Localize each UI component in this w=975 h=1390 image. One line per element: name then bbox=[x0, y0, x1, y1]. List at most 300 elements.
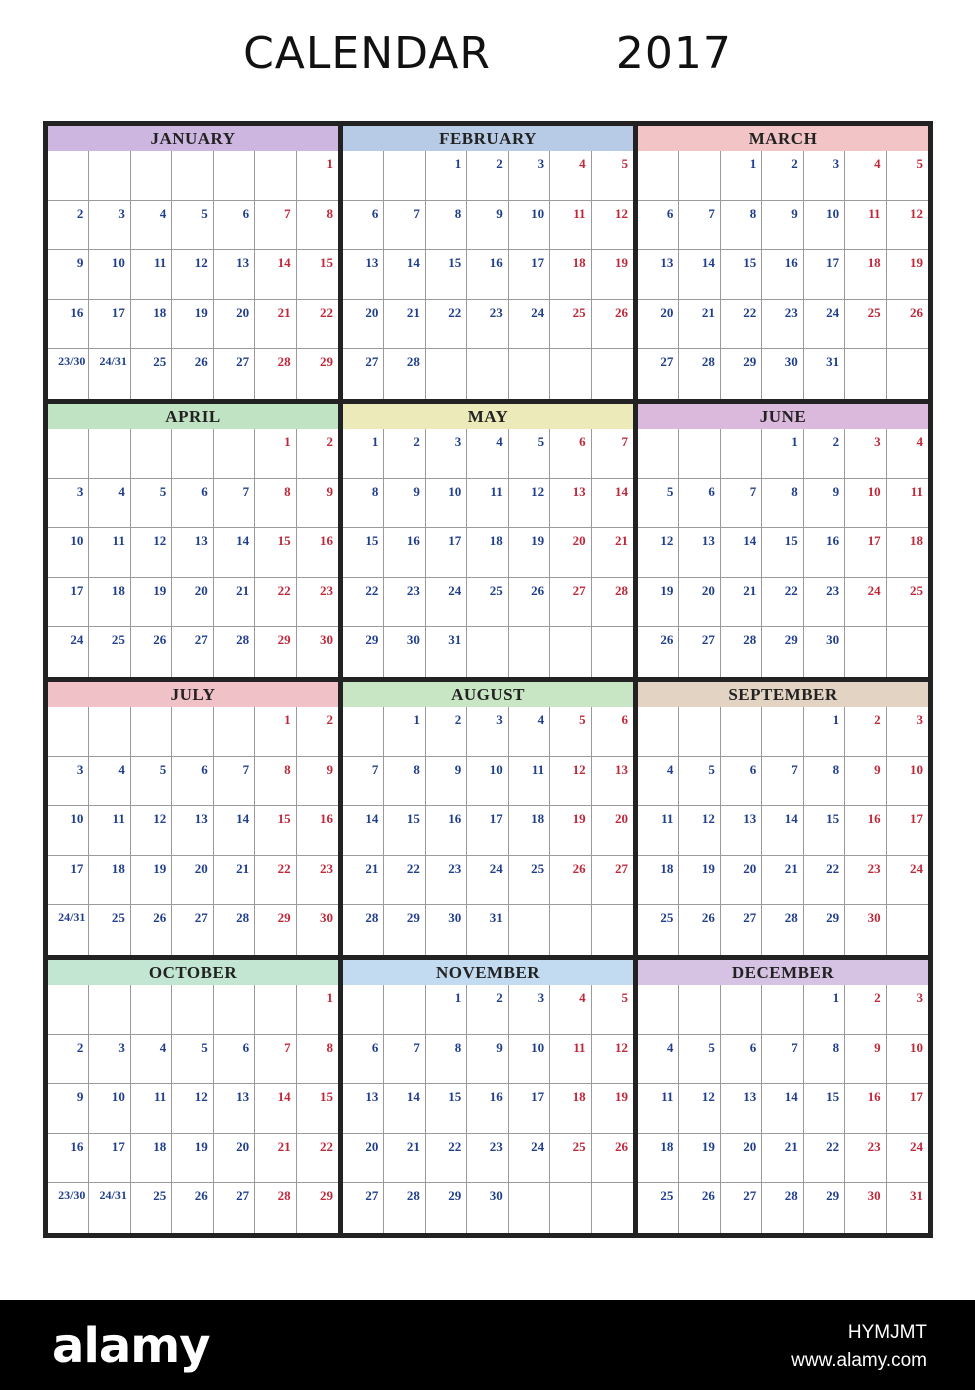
day-cell: 9 bbox=[48, 250, 89, 300]
day-cell: 4 bbox=[89, 757, 130, 807]
day-cell: 15 bbox=[426, 250, 467, 300]
day-cell: 1 bbox=[804, 985, 845, 1035]
day-cell: 9 bbox=[297, 757, 338, 807]
month-header: MARCH bbox=[638, 126, 928, 151]
day-cell: 21 bbox=[214, 578, 255, 628]
day-cell bbox=[638, 151, 679, 201]
day-cell bbox=[172, 151, 213, 201]
day-cell: 9 bbox=[762, 201, 803, 251]
day-cell: 17 bbox=[887, 1084, 928, 1134]
month-july bbox=[48, 682, 338, 955]
day-cell: 2 bbox=[845, 707, 886, 757]
day-cell: 16 bbox=[426, 806, 467, 856]
day-cell: 25 bbox=[509, 856, 550, 906]
day-cell: 9 bbox=[297, 479, 338, 529]
day-cell: 22 bbox=[297, 300, 338, 350]
day-cell: 5 bbox=[172, 201, 213, 251]
day-cell: 8 bbox=[255, 757, 296, 807]
day-cell bbox=[679, 985, 720, 1035]
day-cell: 2 bbox=[48, 1035, 89, 1085]
day-cell: 22 bbox=[343, 578, 384, 628]
day-cell: 29 bbox=[804, 1183, 845, 1233]
day-cell: 9 bbox=[426, 757, 467, 807]
day-cell: 8 bbox=[721, 201, 762, 251]
day-cell: 21 bbox=[255, 1134, 296, 1184]
day-cell: 26 bbox=[592, 1134, 633, 1184]
day-cell: 28 bbox=[255, 1183, 296, 1233]
day-cell: 14 bbox=[679, 250, 720, 300]
day-cell: 2 bbox=[48, 201, 89, 251]
day-cell: 3 bbox=[804, 151, 845, 201]
day-cell: 26 bbox=[887, 300, 928, 350]
day-cell: 31 bbox=[426, 627, 467, 677]
day-cell: 18 bbox=[638, 1134, 679, 1184]
day-cell: 26 bbox=[509, 578, 550, 628]
day-cell: 16 bbox=[804, 528, 845, 578]
day-cell: 22 bbox=[804, 1134, 845, 1184]
day-cell: 5 bbox=[592, 151, 633, 201]
day-cell: 8 bbox=[762, 479, 803, 529]
day-cell: 12 bbox=[131, 528, 172, 578]
day-cell: 28 bbox=[214, 905, 255, 955]
day-cell: 8 bbox=[804, 757, 845, 807]
day-cell bbox=[845, 627, 886, 677]
day-cell: 18 bbox=[509, 806, 550, 856]
day-cell bbox=[638, 985, 679, 1035]
day-cell: 30 bbox=[845, 905, 886, 955]
day-cell: 19 bbox=[592, 1084, 633, 1134]
day-cell bbox=[467, 349, 508, 399]
day-cell: 6 bbox=[679, 479, 720, 529]
day-cell: 8 bbox=[384, 757, 425, 807]
day-cell: 19 bbox=[131, 578, 172, 628]
day-cell: 11 bbox=[131, 250, 172, 300]
day-cell: 3 bbox=[887, 707, 928, 757]
day-cell bbox=[48, 707, 89, 757]
day-cell: 3 bbox=[48, 479, 89, 529]
day-cell: 17 bbox=[426, 528, 467, 578]
day-cell bbox=[679, 151, 720, 201]
day-cell: 15 bbox=[804, 806, 845, 856]
day-grid bbox=[638, 151, 928, 399]
day-cell: 1 bbox=[384, 707, 425, 757]
day-cell: 23 bbox=[804, 578, 845, 628]
day-cell: 14 bbox=[721, 528, 762, 578]
day-cell: 12 bbox=[509, 479, 550, 529]
day-cell bbox=[845, 349, 886, 399]
day-cell: 9 bbox=[845, 757, 886, 807]
day-cell: 20 bbox=[214, 300, 255, 350]
day-cell: 23/30 bbox=[48, 349, 89, 399]
day-cell: 20 bbox=[214, 1134, 255, 1184]
day-cell: 8 bbox=[426, 201, 467, 251]
day-cell: 7 bbox=[721, 479, 762, 529]
day-cell: 20 bbox=[638, 300, 679, 350]
day-cell: 23 bbox=[762, 300, 803, 350]
day-cell: 10 bbox=[48, 528, 89, 578]
day-cell: 10 bbox=[804, 201, 845, 251]
day-cell: 29 bbox=[319, 354, 333, 370]
day-cell bbox=[131, 151, 172, 201]
day-cell: 20 bbox=[550, 528, 591, 578]
day-cell: 17 bbox=[467, 806, 508, 856]
day-cell: 29 bbox=[255, 627, 296, 677]
month-june bbox=[638, 404, 928, 677]
day-cell: 9 bbox=[48, 1084, 89, 1134]
day-cell bbox=[89, 151, 130, 201]
day-cell: 7 bbox=[255, 201, 296, 251]
day-cell: 23/30 bbox=[48, 1183, 89, 1233]
day-cell: 30 bbox=[804, 627, 845, 677]
day-cell bbox=[679, 707, 720, 757]
day-cell: 19 bbox=[592, 250, 633, 300]
day-cell: 23 bbox=[297, 856, 338, 906]
day-cell: 3 bbox=[845, 429, 886, 479]
day-grid bbox=[343, 151, 633, 399]
day-cell: 7 bbox=[214, 757, 255, 807]
day-cell: 29 bbox=[319, 1188, 333, 1204]
day-cell: 1 bbox=[426, 151, 467, 201]
day-cell: 21 bbox=[721, 578, 762, 628]
day-cell: 30 bbox=[762, 349, 803, 399]
day-cell bbox=[89, 429, 130, 479]
month-march bbox=[638, 126, 928, 399]
day-cell bbox=[638, 429, 679, 479]
day-cell: 10 bbox=[845, 479, 886, 529]
day-cell: 5 bbox=[131, 757, 172, 807]
day-cell: 5 bbox=[679, 1035, 720, 1085]
day-cell: 21 bbox=[762, 856, 803, 906]
day-cell: 25 bbox=[845, 300, 886, 350]
day-cell: 11 bbox=[89, 806, 130, 856]
day-cell bbox=[550, 627, 591, 677]
day-cell: 14 bbox=[762, 1084, 803, 1134]
day-cell: 1 bbox=[426, 985, 467, 1035]
day-cell: 29 bbox=[255, 905, 296, 955]
day-grid bbox=[638, 985, 928, 1233]
day-cell: 31 bbox=[467, 905, 508, 955]
day-cell: 13 bbox=[214, 250, 255, 300]
day-cell: 3 bbox=[467, 707, 508, 757]
day-cell: 31 bbox=[909, 1188, 923, 1204]
day-cell: 21 bbox=[384, 300, 425, 350]
day-cell: 20 bbox=[592, 806, 633, 856]
month-september bbox=[638, 682, 928, 955]
day-grid bbox=[48, 429, 338, 677]
day-cell bbox=[721, 707, 762, 757]
month-december bbox=[638, 960, 928, 1233]
day-cell: 10 bbox=[89, 250, 130, 300]
day-cell: 9 bbox=[384, 479, 425, 529]
day-cell bbox=[89, 707, 130, 757]
day-cell bbox=[384, 151, 425, 201]
day-cell bbox=[592, 627, 633, 677]
day-grid bbox=[343, 429, 633, 677]
day-cell: 6 bbox=[214, 201, 255, 251]
day-cell bbox=[343, 985, 384, 1035]
day-cell: 29 bbox=[384, 905, 425, 955]
month-january bbox=[48, 126, 338, 399]
day-cell bbox=[509, 905, 550, 955]
day-cell: 9 bbox=[845, 1035, 886, 1085]
day-cell: 23 bbox=[845, 1134, 886, 1184]
day-cell: 13 bbox=[721, 806, 762, 856]
day-cell: 1 bbox=[297, 151, 338, 201]
day-cell: 4 bbox=[509, 707, 550, 757]
month-header: DECEMBER bbox=[638, 960, 928, 985]
day-cell: 22 bbox=[384, 856, 425, 906]
day-cell bbox=[343, 707, 384, 757]
day-cell: 7 bbox=[255, 1035, 296, 1085]
day-cell: 7 bbox=[214, 479, 255, 529]
day-cell: 14 bbox=[762, 806, 803, 856]
day-cell bbox=[172, 707, 213, 757]
day-cell: 2 bbox=[467, 985, 508, 1035]
day-cell: 15 bbox=[762, 528, 803, 578]
day-cell: 4 bbox=[550, 985, 591, 1035]
day-cell: 8 bbox=[804, 1035, 845, 1085]
day-cell: 24 bbox=[426, 578, 467, 628]
day-cell: 2 bbox=[467, 151, 508, 201]
day-cell bbox=[214, 707, 255, 757]
day-cell: 30 bbox=[319, 910, 333, 926]
month-may bbox=[343, 404, 633, 677]
day-cell: 23 bbox=[297, 578, 338, 628]
day-cell: 13 bbox=[172, 806, 213, 856]
day-cell: 29 bbox=[721, 349, 762, 399]
day-cell bbox=[384, 985, 425, 1035]
day-cell: 17 bbox=[804, 250, 845, 300]
day-cell: 16 bbox=[297, 528, 338, 578]
day-cell: 8 bbox=[297, 201, 338, 251]
month-header: MAY bbox=[343, 404, 633, 429]
day-cell: 13 bbox=[343, 250, 384, 300]
title-year: 2017 bbox=[615, 28, 732, 79]
day-cell: 28 bbox=[762, 905, 803, 955]
day-cell: 26 bbox=[131, 905, 172, 955]
day-cell: 13 bbox=[679, 528, 720, 578]
day-cell bbox=[762, 707, 803, 757]
day-cell: 3 bbox=[509, 985, 550, 1035]
day-cell: 11 bbox=[467, 479, 508, 529]
day-cell: 6 bbox=[550, 429, 591, 479]
day-cell: 22 bbox=[297, 1134, 338, 1184]
day-cell: 2 bbox=[297, 707, 338, 757]
day-cell: 15 bbox=[426, 1084, 467, 1134]
day-cell: 18 bbox=[467, 528, 508, 578]
day-cell: 13 bbox=[214, 1084, 255, 1134]
day-cell: 1 bbox=[804, 707, 845, 757]
day-cell: 4 bbox=[89, 479, 130, 529]
day-cell: 28 bbox=[762, 1183, 803, 1233]
day-cell bbox=[48, 429, 89, 479]
day-cell: 27 bbox=[679, 627, 720, 677]
day-cell: 29 bbox=[804, 905, 845, 955]
day-cell: 6 bbox=[343, 201, 384, 251]
day-cell bbox=[255, 151, 296, 201]
day-cell: 27 bbox=[721, 1183, 762, 1233]
day-cell: 27 bbox=[172, 627, 213, 677]
day-cell: 13 bbox=[172, 528, 213, 578]
day-cell: 28 bbox=[721, 627, 762, 677]
day-cell bbox=[592, 905, 633, 955]
day-cell bbox=[172, 985, 213, 1035]
day-cell: 12 bbox=[679, 806, 720, 856]
day-cell: 27 bbox=[172, 905, 213, 955]
day-cell: 4 bbox=[845, 151, 886, 201]
day-cell: 5 bbox=[509, 429, 550, 479]
day-cell: 21 bbox=[255, 300, 296, 350]
day-cell: 25 bbox=[89, 905, 130, 955]
site-url: www.alamy.com bbox=[791, 1350, 927, 1371]
day-grid bbox=[48, 707, 338, 955]
day-cell bbox=[550, 1183, 591, 1233]
day-cell bbox=[592, 1183, 633, 1233]
day-cell: 25 bbox=[638, 1183, 679, 1233]
day-cell: 6 bbox=[172, 757, 213, 807]
day-cell: 24 bbox=[48, 627, 89, 677]
day-cell: 6 bbox=[638, 201, 679, 251]
day-cell: 19 bbox=[509, 528, 550, 578]
day-cell: 2 bbox=[804, 429, 845, 479]
day-cell bbox=[887, 627, 928, 677]
day-cell: 21 bbox=[762, 1134, 803, 1184]
day-cell bbox=[509, 627, 550, 677]
month-header: OCTOBER bbox=[48, 960, 338, 985]
day-cell: 28 bbox=[343, 905, 384, 955]
day-cell: 6 bbox=[592, 707, 633, 757]
day-cell: 20 bbox=[172, 856, 213, 906]
month-february bbox=[343, 126, 633, 399]
brand-logo: alamy bbox=[52, 1318, 210, 1374]
day-cell: 2 bbox=[845, 985, 886, 1035]
day-cell: 25 bbox=[887, 578, 928, 628]
day-cell: 23 bbox=[384, 578, 425, 628]
day-cell: 20 bbox=[172, 578, 213, 628]
day-cell: 24 bbox=[509, 300, 550, 350]
day-cell: 15 bbox=[297, 1084, 338, 1134]
day-cell: 18 bbox=[131, 300, 172, 350]
day-cell: 11 bbox=[638, 1084, 679, 1134]
day-cell: 12 bbox=[592, 201, 633, 251]
month-header: JANUARY bbox=[48, 126, 338, 151]
day-cell bbox=[762, 985, 803, 1035]
month-october bbox=[48, 960, 338, 1233]
day-grid bbox=[343, 985, 633, 1233]
day-cell: 13 bbox=[721, 1084, 762, 1134]
day-cell: 21 bbox=[592, 528, 633, 578]
day-cell: 10 bbox=[887, 757, 928, 807]
day-cell bbox=[89, 985, 130, 1035]
day-cell: 28 bbox=[679, 349, 720, 399]
day-cell: 22 bbox=[804, 856, 845, 906]
day-cell: 16 bbox=[48, 1134, 89, 1184]
day-cell: 24 bbox=[804, 300, 845, 350]
day-cell: 7 bbox=[762, 757, 803, 807]
day-cell: 10 bbox=[887, 1035, 928, 1085]
day-cell: 27 bbox=[721, 905, 762, 955]
day-cell: 13 bbox=[638, 250, 679, 300]
day-cell: 27 bbox=[550, 578, 591, 628]
day-cell: 22 bbox=[426, 1134, 467, 1184]
day-cell: 15 bbox=[721, 250, 762, 300]
day-cell: 5 bbox=[131, 479, 172, 529]
day-cell: 15 bbox=[384, 806, 425, 856]
day-cell bbox=[592, 349, 633, 399]
day-cell: 27 bbox=[214, 1183, 255, 1233]
month-april bbox=[48, 404, 338, 677]
day-cell: 29 bbox=[426, 1183, 467, 1233]
day-cell: 20 bbox=[343, 300, 384, 350]
day-cell: 24 bbox=[509, 1134, 550, 1184]
day-cell: 5 bbox=[592, 985, 633, 1035]
day-cell: 26 bbox=[679, 1183, 720, 1233]
day-cell: 7 bbox=[343, 757, 384, 807]
day-cell: 28 bbox=[255, 349, 296, 399]
day-cell: 8 bbox=[255, 479, 296, 529]
day-cell: 22 bbox=[426, 300, 467, 350]
day-cell: 5 bbox=[679, 757, 720, 807]
day-cell: 5 bbox=[550, 707, 591, 757]
day-cell: 12 bbox=[679, 1084, 720, 1134]
day-cell: 10 bbox=[89, 1084, 130, 1134]
month-header: SEPTEMBER bbox=[638, 682, 928, 707]
day-cell: 6 bbox=[721, 1035, 762, 1085]
day-cell: 12 bbox=[172, 1084, 213, 1134]
day-cell: 24 bbox=[467, 856, 508, 906]
day-cell: 23 bbox=[467, 1134, 508, 1184]
day-cell: 23 bbox=[467, 300, 508, 350]
day-cell: 26 bbox=[638, 627, 679, 677]
day-cell: 20 bbox=[679, 578, 720, 628]
day-cell: 10 bbox=[509, 201, 550, 251]
day-cell: 14 bbox=[255, 250, 296, 300]
day-cell: 19 bbox=[131, 856, 172, 906]
day-cell: 19 bbox=[887, 250, 928, 300]
day-cell: 24/31 bbox=[89, 1183, 130, 1233]
day-cell bbox=[214, 429, 255, 479]
day-cell: 3 bbox=[509, 151, 550, 201]
day-cell: 6 bbox=[214, 1035, 255, 1085]
day-cell: 11 bbox=[509, 757, 550, 807]
day-cell: 25 bbox=[89, 627, 130, 677]
day-cell: 7 bbox=[592, 429, 633, 479]
day-cell: 15 bbox=[297, 250, 338, 300]
day-cell: 21 bbox=[343, 856, 384, 906]
day-cell: 16 bbox=[384, 528, 425, 578]
day-cell: 1 bbox=[721, 151, 762, 201]
day-cell: 18 bbox=[89, 578, 130, 628]
day-cell: 12 bbox=[550, 757, 591, 807]
day-cell: 16 bbox=[467, 1084, 508, 1134]
day-cell: 18 bbox=[550, 1084, 591, 1134]
day-cell bbox=[550, 349, 591, 399]
day-cell: 1 bbox=[762, 429, 803, 479]
day-cell: 16 bbox=[762, 250, 803, 300]
day-cell: 18 bbox=[887, 528, 928, 578]
day-cell bbox=[131, 429, 172, 479]
month-header: AUGUST bbox=[343, 682, 633, 707]
day-cell: 6 bbox=[343, 1035, 384, 1085]
day-cell: 2 bbox=[426, 707, 467, 757]
day-cell: 25 bbox=[550, 1134, 591, 1184]
day-cell bbox=[509, 349, 550, 399]
day-cell bbox=[887, 349, 928, 399]
day-cell: 30 bbox=[319, 632, 333, 648]
day-cell: 23 bbox=[845, 856, 886, 906]
day-cell: 22 bbox=[762, 578, 803, 628]
day-cell bbox=[48, 151, 89, 201]
